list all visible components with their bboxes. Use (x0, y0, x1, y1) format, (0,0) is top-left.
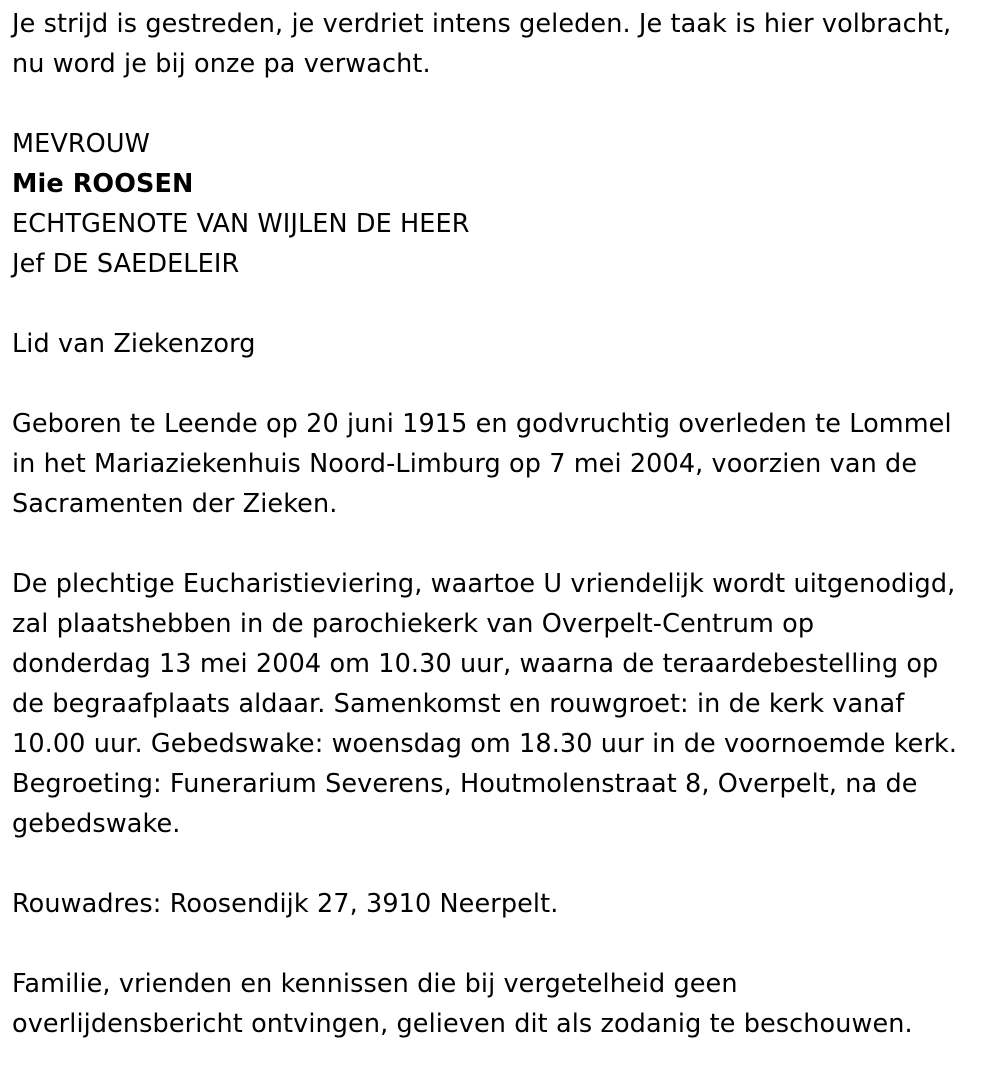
ceremony-line: gebedswake. (12, 809, 181, 839)
ceremony-line: donderdag 13 mei 2004 om 10.30 uur, waarna de teraardebestelling op (12, 649, 939, 679)
deceased-name: Mie ROOSEN (12, 169, 194, 199)
closing-line: overlijdensbericht ontvingen, gelieven dit als zodanig te beschouwen. (12, 1009, 913, 1039)
birth-death-line: in het Mariaziekenhuis Noord-Limburg op 7 mei 2004, voorzien van de (12, 449, 918, 479)
ceremony-paragraph (12, 564, 988, 844)
ceremony-line: Begroeting: Funerarium Severens, Houtmolenstraat 8, Overpelt, na de (12, 769, 918, 799)
spacer (12, 924, 988, 964)
deceased-relation: ECHTGENOTE VAN WIJLEN DE HEER (12, 209, 470, 239)
spacer (12, 84, 988, 124)
opening-verse (12, 4, 988, 84)
ceremony-line: de begraafplaats aldaar. Samenkomst en rouwgroet: in de kerk vanaf (12, 689, 905, 719)
membership-block (12, 324, 988, 364)
closing-line: Familie, vrienden en kennissen die bij vergetelheid geen (12, 969, 738, 999)
spacer (12, 364, 988, 404)
birth-death-line: Sacramenten der Zieken. (12, 489, 338, 519)
ceremony-line: 10.00 uur. Gebedswake: woensdag om 18.30 uur in de voornoemde kerk. (12, 729, 958, 759)
spacer (12, 844, 988, 884)
membership-text: Lid van Ziekenzorg (12, 329, 256, 359)
ceremony-line: De plechtige Eucharistieviering, waartoe U vriendelijk wordt uitgenodigd, (12, 569, 956, 599)
birth-death-line: Geboren te Leende op 20 juni 1915 en godvruchtig overleden te Lommel (12, 409, 952, 439)
opening-verse-line: nu word je bij onze pa verwacht. (12, 49, 431, 79)
deceased-block (12, 124, 988, 284)
deceased-title: MEVROUW (12, 129, 150, 159)
birth-death-paragraph (12, 404, 988, 524)
spacer (12, 284, 988, 324)
spacer (12, 524, 988, 564)
opening-verse-line: Je strijd is gestreden, je verdriet intens geleden. Je taak is hier volbracht, (12, 9, 952, 39)
spouse-name: Jef DE SAEDELEIR (12, 249, 240, 279)
closing-paragraph (12, 964, 988, 1044)
ceremony-line: zal plaatshebben in de parochiekerk van Overpelt-Centrum op (12, 609, 815, 639)
address-block (12, 884, 988, 924)
mourning-address: Rouwadres: Roosendijk 27, 3910 Neerpelt. (12, 889, 559, 919)
